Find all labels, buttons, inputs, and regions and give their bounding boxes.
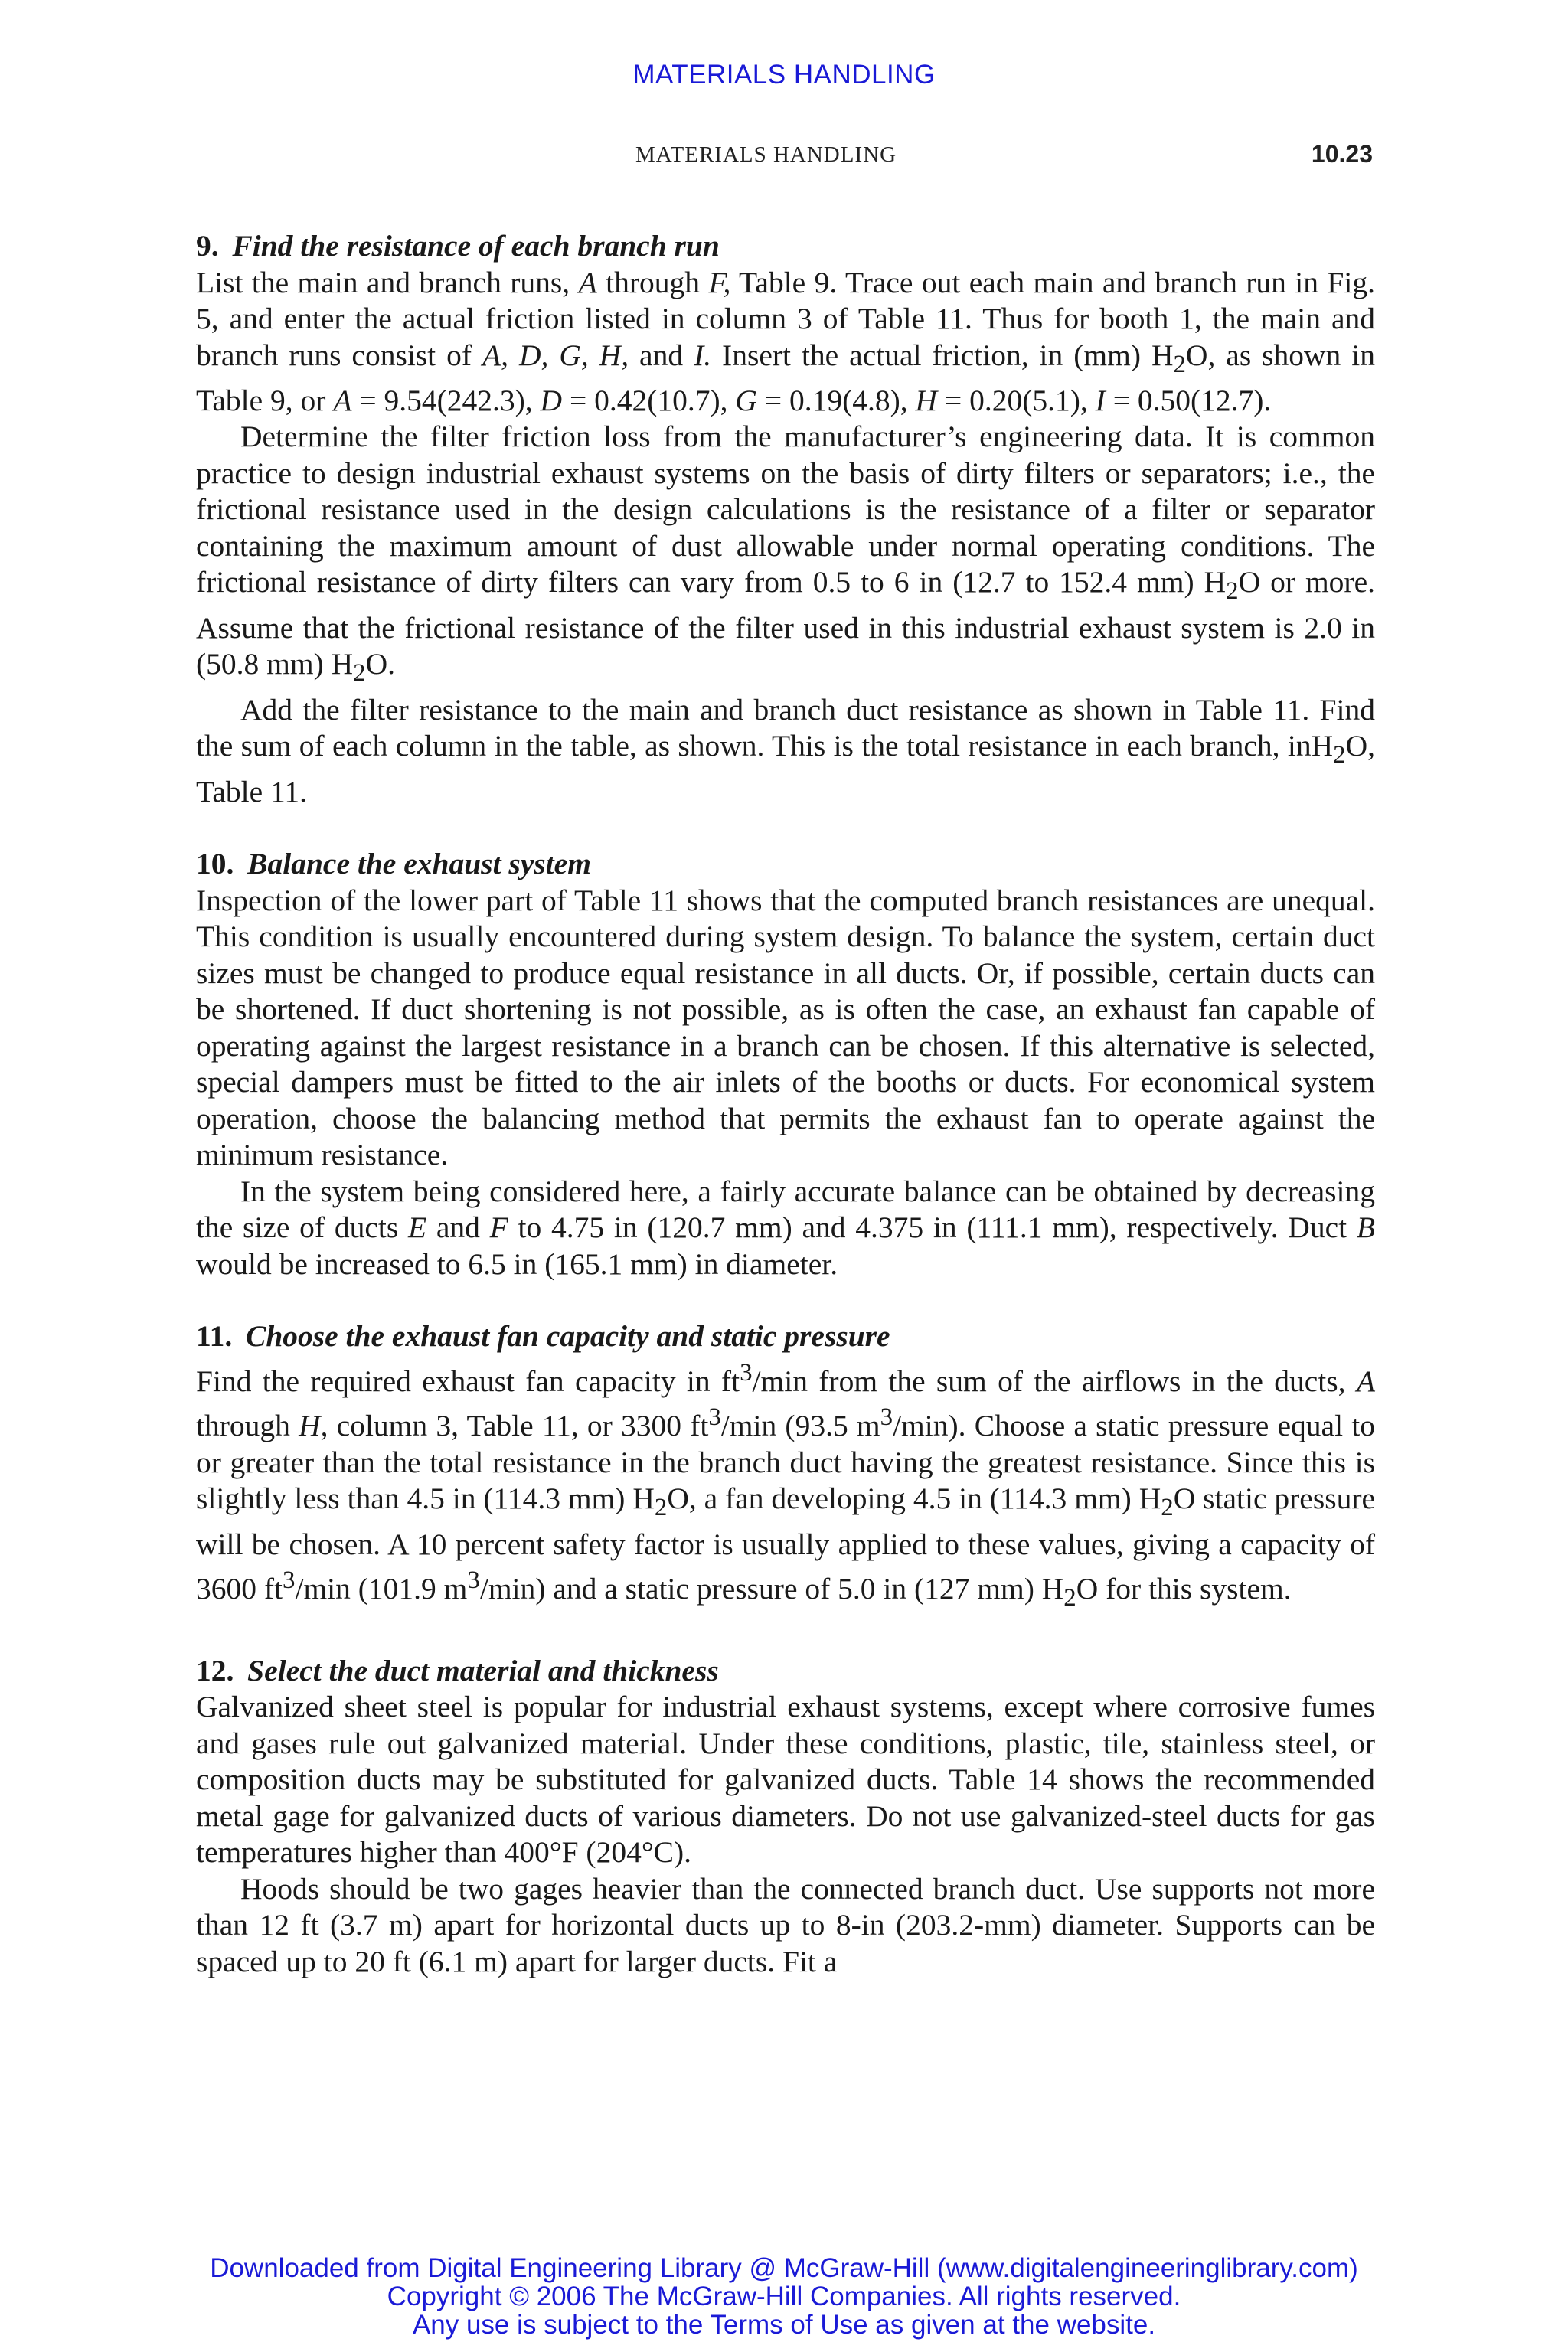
step-10	[196, 846, 1375, 1282]
paragraph: In the system being considered here, a fairly accurate balance can be obtained by decreasing the size of ducts E and F to 4.75 in (120.7 mm) and 4.375 in (111.1 mm), respectively. Duct B would be increased to 6.5 in (165.1 mm) in diameter.	[196, 1174, 1375, 1281]
paragraph: Find the required exhaust fan capacity in $ft^3/\min$ from the sum of the airflows in the ducts, A through H, column 3, Table 11, or 3300 $ft^3/\min$ (93.5 $m^3/\min$). Choose a static pressure equal to or greater than the total resistance in the branch duct having the greatest resistance. Since this is slightly less than 4.5 in (114.3 mm) $H_2O$, a fan developing 4.5 in (114.3 mm) $H_2O$ static pressure will be chosen. A 10 percent safety factor is usually applied to these values, giving a capacity of 3600 $ft^3/\min$ (101.9 $m^3/\min$) and a static pressure of 5.0 in (127 mm) $H_2O$ for this system.	[196, 1358, 1376, 1612]
step-title: Choose the exhaust fan capacity and static pressure	[245, 1319, 890, 1354]
step-12	[196, 1653, 1375, 1981]
step-heading	[196, 846, 1375, 883]
step-number: 9.	[196, 229, 219, 263]
step-title: Select the duct material and thickness	[247, 1653, 719, 1687]
footer-terms[interactable]: Any use is subject to the Terms of Use as given at the website.	[412, 2310, 1156, 2340]
step-title: Find the resistance of each branch run	[232, 229, 720, 263]
chapter-title-link[interactable]: MATERIALS HANDLING	[632, 60, 936, 90]
paragraph: Galvanized sheet steel is popular for industrial exhaust systems, except where corrosive fumes and gases rule out galvanized material. Under these conditions, plastic, tile, stainless steel, or composition ducts may be substituted for galvanized ducts. Table 14 shows the recommended metal gage for galvanized ducts of various diameters. Do not use galvanized-steel ducts for gas temperatures higher than 400°F (204°C).	[196, 1690, 1375, 1870]
footer-copyright: Copyright © 2006 The McGraw-Hill Companies. All rights reserved.	[387, 2282, 1181, 2311]
step-9	[196, 228, 1375, 810]
running-head: MATERIALS HANDLING	[635, 142, 897, 167]
step-heading	[196, 228, 1375, 265]
step-title: Balance the exhaust system	[247, 847, 591, 881]
page-number: 10.23	[1311, 140, 1373, 168]
page-body	[196, 228, 1375, 2016]
step-number: 10.	[196, 847, 234, 881]
paragraph: Add the filter resistance to the main and branch duct resistance as shown in Table 11. Find the sum of each column in the table, as shown. This is the total resistance in each branch, inH$_2$O, Table 11.	[196, 692, 1375, 808]
paragraph: Determine the filter friction loss from the manufacturer’s engineering data. It is common practice to design industrial exhaust systems on the basis of dirty filters or separators; i.e., the frictional resistance used in the design calculations is the resistance of a filter or separator containing the maximum amount of dust allowable under normal operating conditions. The frictional resistance of dirty filters can vary from 0.5 to 6 in (12.7 to 152.4 mm) $H_2O$ or more. Assume that the frictional resistance of the filter used in this industrial exhaust system is 2.0 in (50.8 mm) $H_2O$.	[196, 420, 1375, 688]
step-heading	[196, 1318, 1375, 1355]
paragraph: List the main and branch runs, A through F, Table 9. Trace out each main and branch run in Fig. 5, and enter the actual friction listed in column 3 of Table 11. Thus for booth 1, the main and branch runs consist of A, D, G, H, and I. Insert the actual friction, in (mm) $H_2O$, as shown in Table 9, or A = 9.54(242.3), D = 0.42(10.7), G = 0.19(4.8), H = 0.20(5.1), I = 0.50(12.7).	[196, 265, 1376, 417]
paragraph: Inspection of the lower part of Table 11 shows that the computed branch resistances are unequal. This condition is usually encountered during system design. To balance the system, certain duct sizes must be changed to produce equal resistance in all ducts. Or, if possible, certain ducts can be shortened. If duct shortening is not possible, as is often the case, an exhaust fan capable of operating against the largest resistance in a branch can be chosen. If this alternative is selected, special dampers must be fitted to the air inlets of the booths or ducts. For economical system operation, choose the balancing method that permits the exhaust fan to operate against the minimum resistance.	[196, 883, 1375, 1172]
step-11	[196, 1318, 1375, 1617]
step-heading	[196, 1653, 1375, 1690]
step-number: 12.	[196, 1653, 234, 1687]
copyright-footer	[0, 2254, 1568, 2339]
step-number: 11.	[196, 1319, 233, 1354]
footer-download-link[interactable]: Downloaded from Digital Engineering Library @ McGraw-Hill (www.digitalengineeringlibrary.com)	[210, 2253, 1358, 2283]
paragraph: Hoods should be two gages heavier than the connected branch duct. Use supports not more than 12 ft (3.7 m) apart for horizontal ducts up to 8-in (203.2-mm) diameter. Supports can be spaced up to 20 ft (6.1 m) apart for larger ducts. Fit a	[196, 1871, 1375, 1978]
